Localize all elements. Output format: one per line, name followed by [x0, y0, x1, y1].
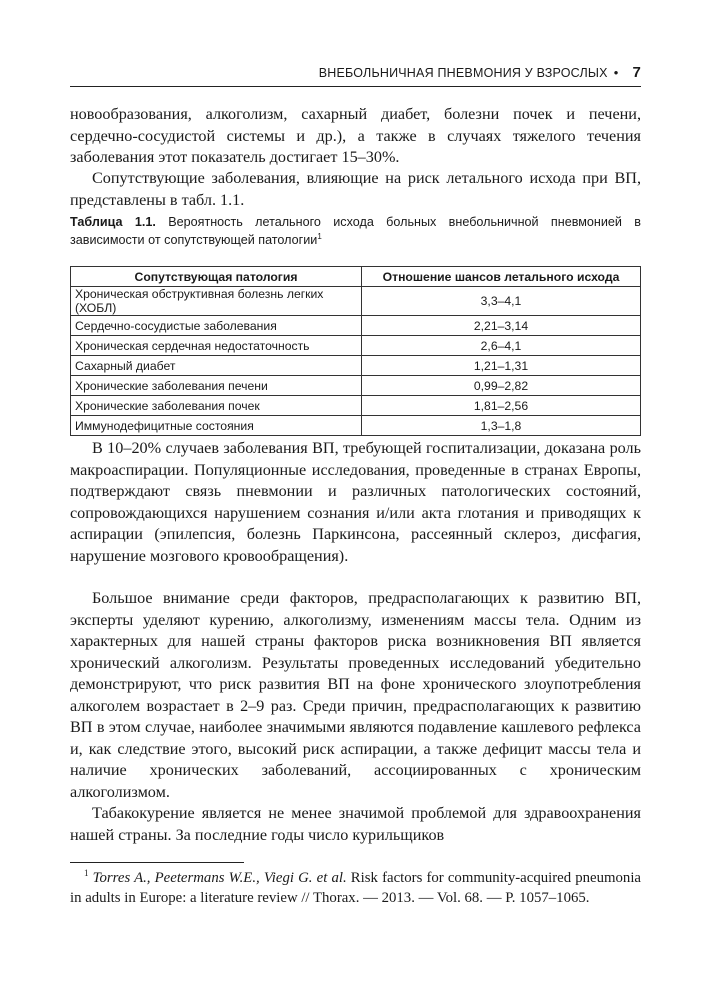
odds-cell: 1,21–1,31 — [362, 356, 641, 376]
paragraph-alcoholism: Большое внимание среди факторов, предрасполагающих к развитию ВП, эксперты уделяют курению, алкоголизму, изменениям массы тела. Одним из характерных для нашей страны факторов риска возникновения ВП является хронический алкоголизм. Результаты проведенных исследований убедительно демонстрируют, что риск развития ВП на фоне хронического злоупотребления алкоголем возрастает в 2–9 раз. Среди причин, предрасполагающих к развитию ВП в этом случае, наиболее значимыми являются подавление кашлевого рефлекса и, как следствие этого, высокий риск аспирации, а также дефицит массы тела и наличие хронических заболеваний, ассоциированных с хроническим алкоголизмом. — [70, 589, 641, 801]
header-bullet: • — [613, 65, 619, 80]
odds-cell: 3,3–4,1 — [362, 287, 641, 316]
paragraph-continuation: новообразования, алкоголизм, сахарный диабет, болезни почек и печени, сердечно-сосудистой системы и др.), а также в случаях тяжелого течения заболевания этот показатель достигает 15–30%. — [70, 105, 641, 166]
table-caption — [70, 214, 641, 249]
table-row — [71, 316, 641, 336]
running-header-title: ВНЕБОЛЬНИЧНАЯ ПНЕВМОНИЯ У ВЗРОСЛЫХ — [318, 66, 608, 80]
odds-cell: 1,3–1,8 — [362, 416, 641, 436]
condition-cell: Хронические заболевания печени — [71, 376, 362, 396]
table-row — [71, 376, 641, 396]
footnote-reference: 1 — [317, 231, 322, 241]
table-caption-text: Вероятность летального исхода больных внебольничной пневмонией в зависимости от сопутствующей патологии — [70, 215, 641, 247]
table-row — [71, 356, 641, 376]
condition-cell: Иммунодефицитные состояния — [71, 416, 362, 436]
table-row — [71, 396, 641, 416]
table-header-row — [71, 267, 641, 287]
footnote-mark: 1 — [84, 868, 89, 879]
page-number: 7 — [632, 64, 641, 81]
comorbidity-odds-table — [70, 266, 641, 436]
column-header-odds: Отношение шансов летального исхода — [362, 267, 641, 287]
condition-cell: Сахарный диабет — [71, 356, 362, 376]
condition-cell: Хроническая обструктивная болезнь легких (ХОБЛ) — [71, 287, 362, 316]
table-row — [71, 287, 641, 316]
table-row — [71, 336, 641, 356]
paragraph-macroaspiration: В 10–20% случаев заболевания ВП, требующей госпитализации, доказана роль макроаспирации. Популяционные исследования, проведенные в странах Европы, подтверждают связь пневмонии и различных патологических состояний, сопровождающихся нарушением сознания и/или акта глотания и приводящих к аспирации (эпилепсия, болезнь Паркинсона, рассеянный склероз, дисфагия, нарушение мозгового кровообращения). — [70, 439, 641, 565]
odds-cell: 1,81–2,56 — [362, 396, 641, 416]
condition-cell: Хронические заболевания почек — [71, 396, 362, 416]
paragraph-smoking: Табакокурение является не менее значимой проблемой для здравоохранения нашей страны. За последние годы число курильщиков — [70, 804, 641, 844]
odds-cell: 0,99–2,82 — [362, 376, 641, 396]
condition-cell: Сердечно-сосудистые заболевания — [71, 316, 362, 336]
column-header-condition: Сопутствующая патология — [71, 267, 362, 287]
running-header — [70, 64, 641, 86]
table-caption-label: Таблица 1.1. — [70, 215, 156, 229]
header-rule — [70, 86, 641, 87]
footnote — [70, 868, 641, 908]
table-row — [71, 416, 641, 436]
odds-cell: 2,6–4,1 — [362, 336, 641, 356]
footnote-rule — [70, 862, 244, 863]
paragraph-comorbidities-intro: Сопутствующие заболевания, влияющие на риск летального исхода при ВП, представлены в табл. 1.1. — [70, 169, 641, 209]
footnote-authors: Torres A., Peetermans W.E., Viegi G. et al. — [92, 870, 347, 886]
odds-cell: 2,21–3,14 — [362, 316, 641, 336]
footnote-text: Risk factors for community-acquired pneumonia in adults in Europe: a literature review // Thorax. — 2013. — Vol. 68. — P. 1057–1065. — [70, 870, 642, 906]
condition-cell: Хроническая сердечная недостаточность — [71, 336, 362, 356]
